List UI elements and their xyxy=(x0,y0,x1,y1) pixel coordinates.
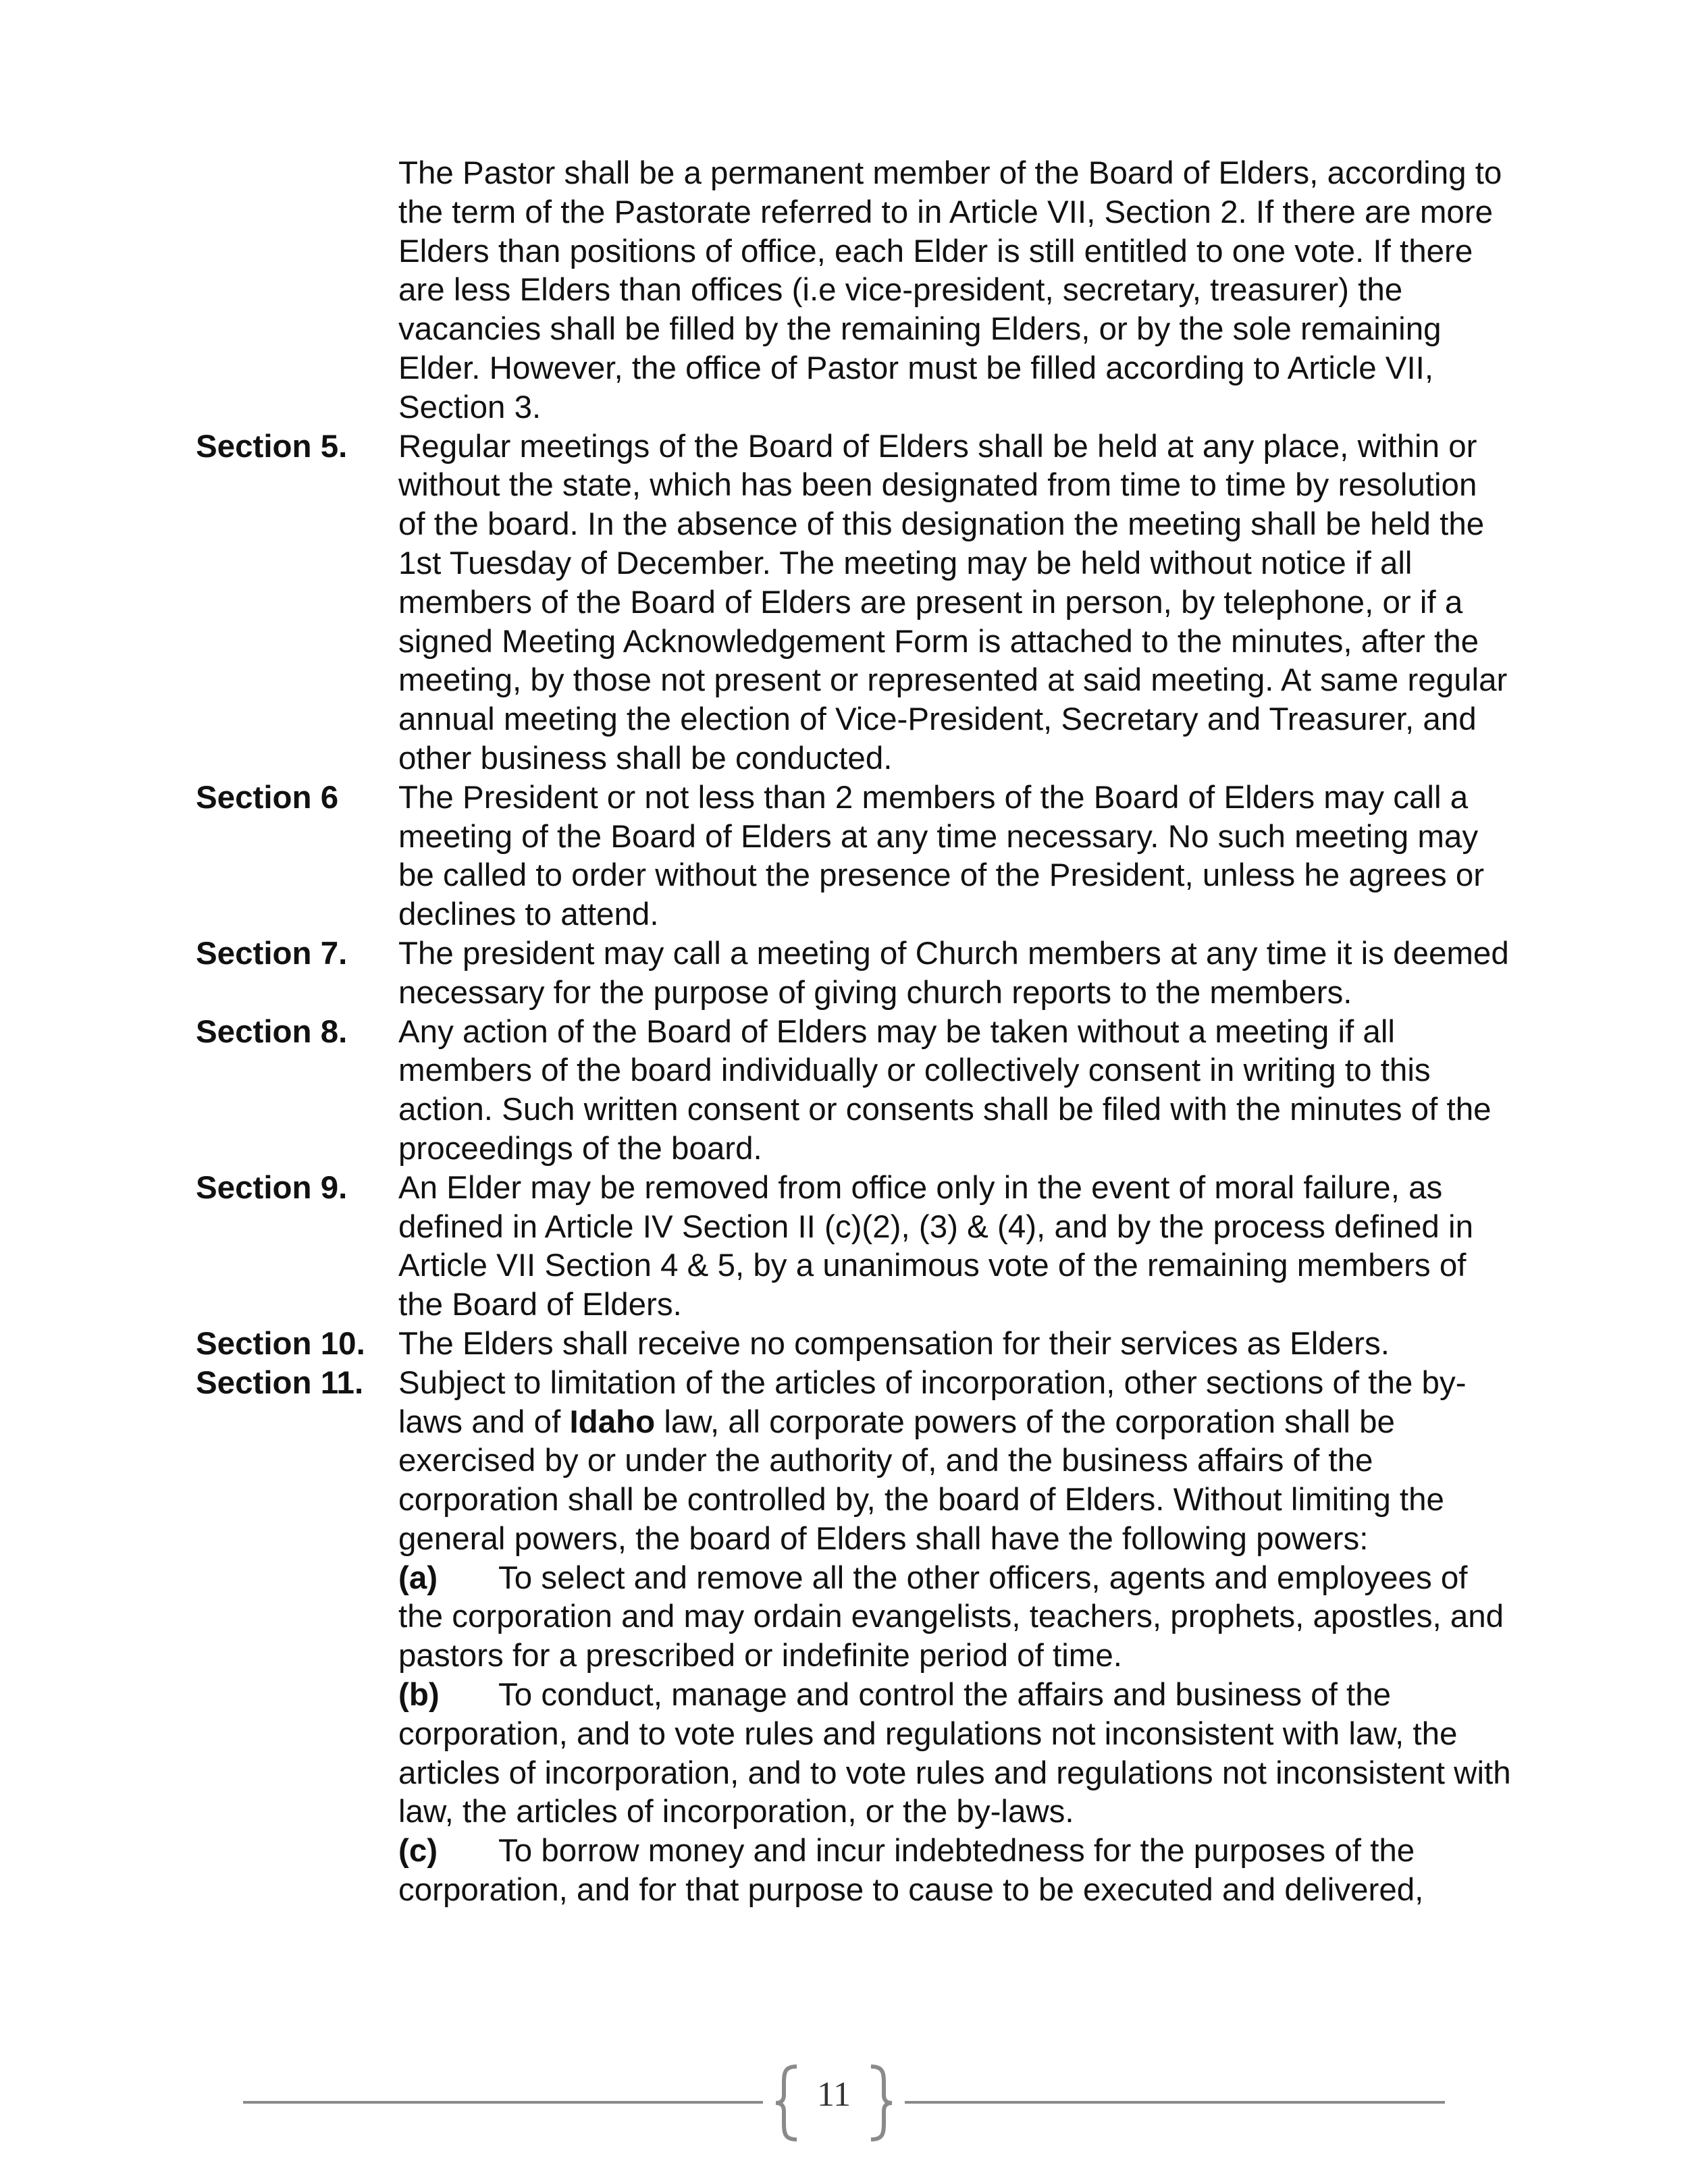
section-11-text-after: law, all corporate powers of the corporation shall be exercised by or under the authority of, and the business affairs of the corporation shall be controlled by, the board of Elders. Without limiting the general powers, the board of Elders shall have the following powers: xyxy=(398,1404,1444,1557)
section-5 xyxy=(196,427,1512,778)
footer-rule-left xyxy=(243,2101,763,2104)
state-name: Idaho xyxy=(569,1404,656,1440)
power-item-a xyxy=(398,1559,1512,1676)
item-letter: (b) xyxy=(398,1677,440,1713)
section-label: Section 6 xyxy=(196,779,339,816)
section-10 xyxy=(196,1325,1512,1364)
item-letter: (c) xyxy=(398,1833,438,1869)
section-11-text-before: Subject to limitation of the articles of incorporation, other sections of the by-laws and of xyxy=(398,1364,1467,1440)
section-label: Section 5. xyxy=(196,428,348,464)
section-text xyxy=(398,1364,1512,1910)
section-text: The president may call a meeting of Church members at any time it is deemed necessary for the purpose of giving church reports to the members. xyxy=(398,935,1509,1011)
page-number: 11 xyxy=(816,2075,851,2114)
section-7 xyxy=(196,934,1512,1013)
section-label: Section 8. xyxy=(196,1013,348,1050)
item-text: To select and remove all the other officers, agents and employees of the corporation and may ordain evangelists, teachers, prophets, apostles, and pastors for a prescribed or indefinite period of time. xyxy=(398,1560,1504,1674)
right-brace-icon xyxy=(861,2062,901,2143)
section-text: An Elder may be removed from office only in the event of moral failure, as defined in Article IV Section II (c)(2), (3) & (4), and by the process defined in Article VII Section 4 & 5, by a unanimous vote of the remaining members of the Board of Elders. xyxy=(398,1169,1474,1323)
section-9 xyxy=(196,1169,1512,1325)
section-label: Section 10. xyxy=(196,1325,365,1362)
left-brace-icon xyxy=(766,2062,807,2143)
section-label: Section 11. xyxy=(196,1364,364,1401)
section-text: Any action of the Board of Elders may be taken without a meeting if all members of the board individually or collectively consent in writing to this action. Such written consent or consents shall be filed with the minutes of the proceedings of the board. xyxy=(398,1013,1492,1167)
item-text: To conduct, manage and control the affairs and business of the corporation, and to vote rules and regulations not inconsistent with law, the articles of incorporation, and to vote rules and regulations not inconsistent with law, the articles of incorporation, or the by-laws. xyxy=(398,1677,1511,1830)
section-label: Section 9. xyxy=(196,1169,348,1206)
page-footer xyxy=(243,2062,1445,2143)
section-6 xyxy=(196,778,1512,934)
intro-paragraph: The Pastor shall be a permanent member of the Board of Elders, according to the term of the Pastorate referred to in Article VII, Section 2. If there are more Elders than positions of office, each Elder is still entitled to one vote. If there are less Elders than offices (i.e vice-president, secretary, treasurer) the vacancies shall be filled by the remaining Elders, or by the sole remaining Elder. However, the office of Pastor must be filled according to Article VII, Section 3. xyxy=(398,155,1502,425)
item-text: To borrow money and incur indebtedness for the purposes of the corporation, and for that purpose to cause to be executed and delivered, xyxy=(398,1833,1424,1909)
footer-rule-right xyxy=(905,2101,1445,2104)
section-11 xyxy=(196,1364,1512,1910)
section-8 xyxy=(196,1013,1512,1169)
section-label: Section 7. xyxy=(196,935,348,971)
section-text: The President or not less than 2 members of the Board of Elders may call a meeting of the Board of Elders at any time necessary. No such meeting may be called to order without the presence of the President, unless he agrees or declines to attend. xyxy=(398,779,1485,933)
section-text: Regular meetings of the Board of Elders shall be held at any place, within or without the state, which has been designated from time to time by resolution of the board. In the absence of this designation the meeting shall be held the 1st Tuesday of December. The meeting may be held without notice if all members of the Board of Elders are present in person, by telephone, or if a signed Meeting Acknowledgement Form is attached to the minutes, after the meeting, by those not present or represented at said meeting. At same regular annual meeting the election of Vice-President, Secretary and Treasurer, and other business shall be conducted. xyxy=(398,428,1508,776)
power-item-c xyxy=(398,1832,1512,1910)
bylaws-body xyxy=(196,154,1512,1910)
section-text: The Elders shall receive no compensation for their services as Elders. xyxy=(398,1325,1390,1362)
power-item-b xyxy=(398,1676,1512,1832)
item-letter: (a) xyxy=(398,1560,438,1596)
